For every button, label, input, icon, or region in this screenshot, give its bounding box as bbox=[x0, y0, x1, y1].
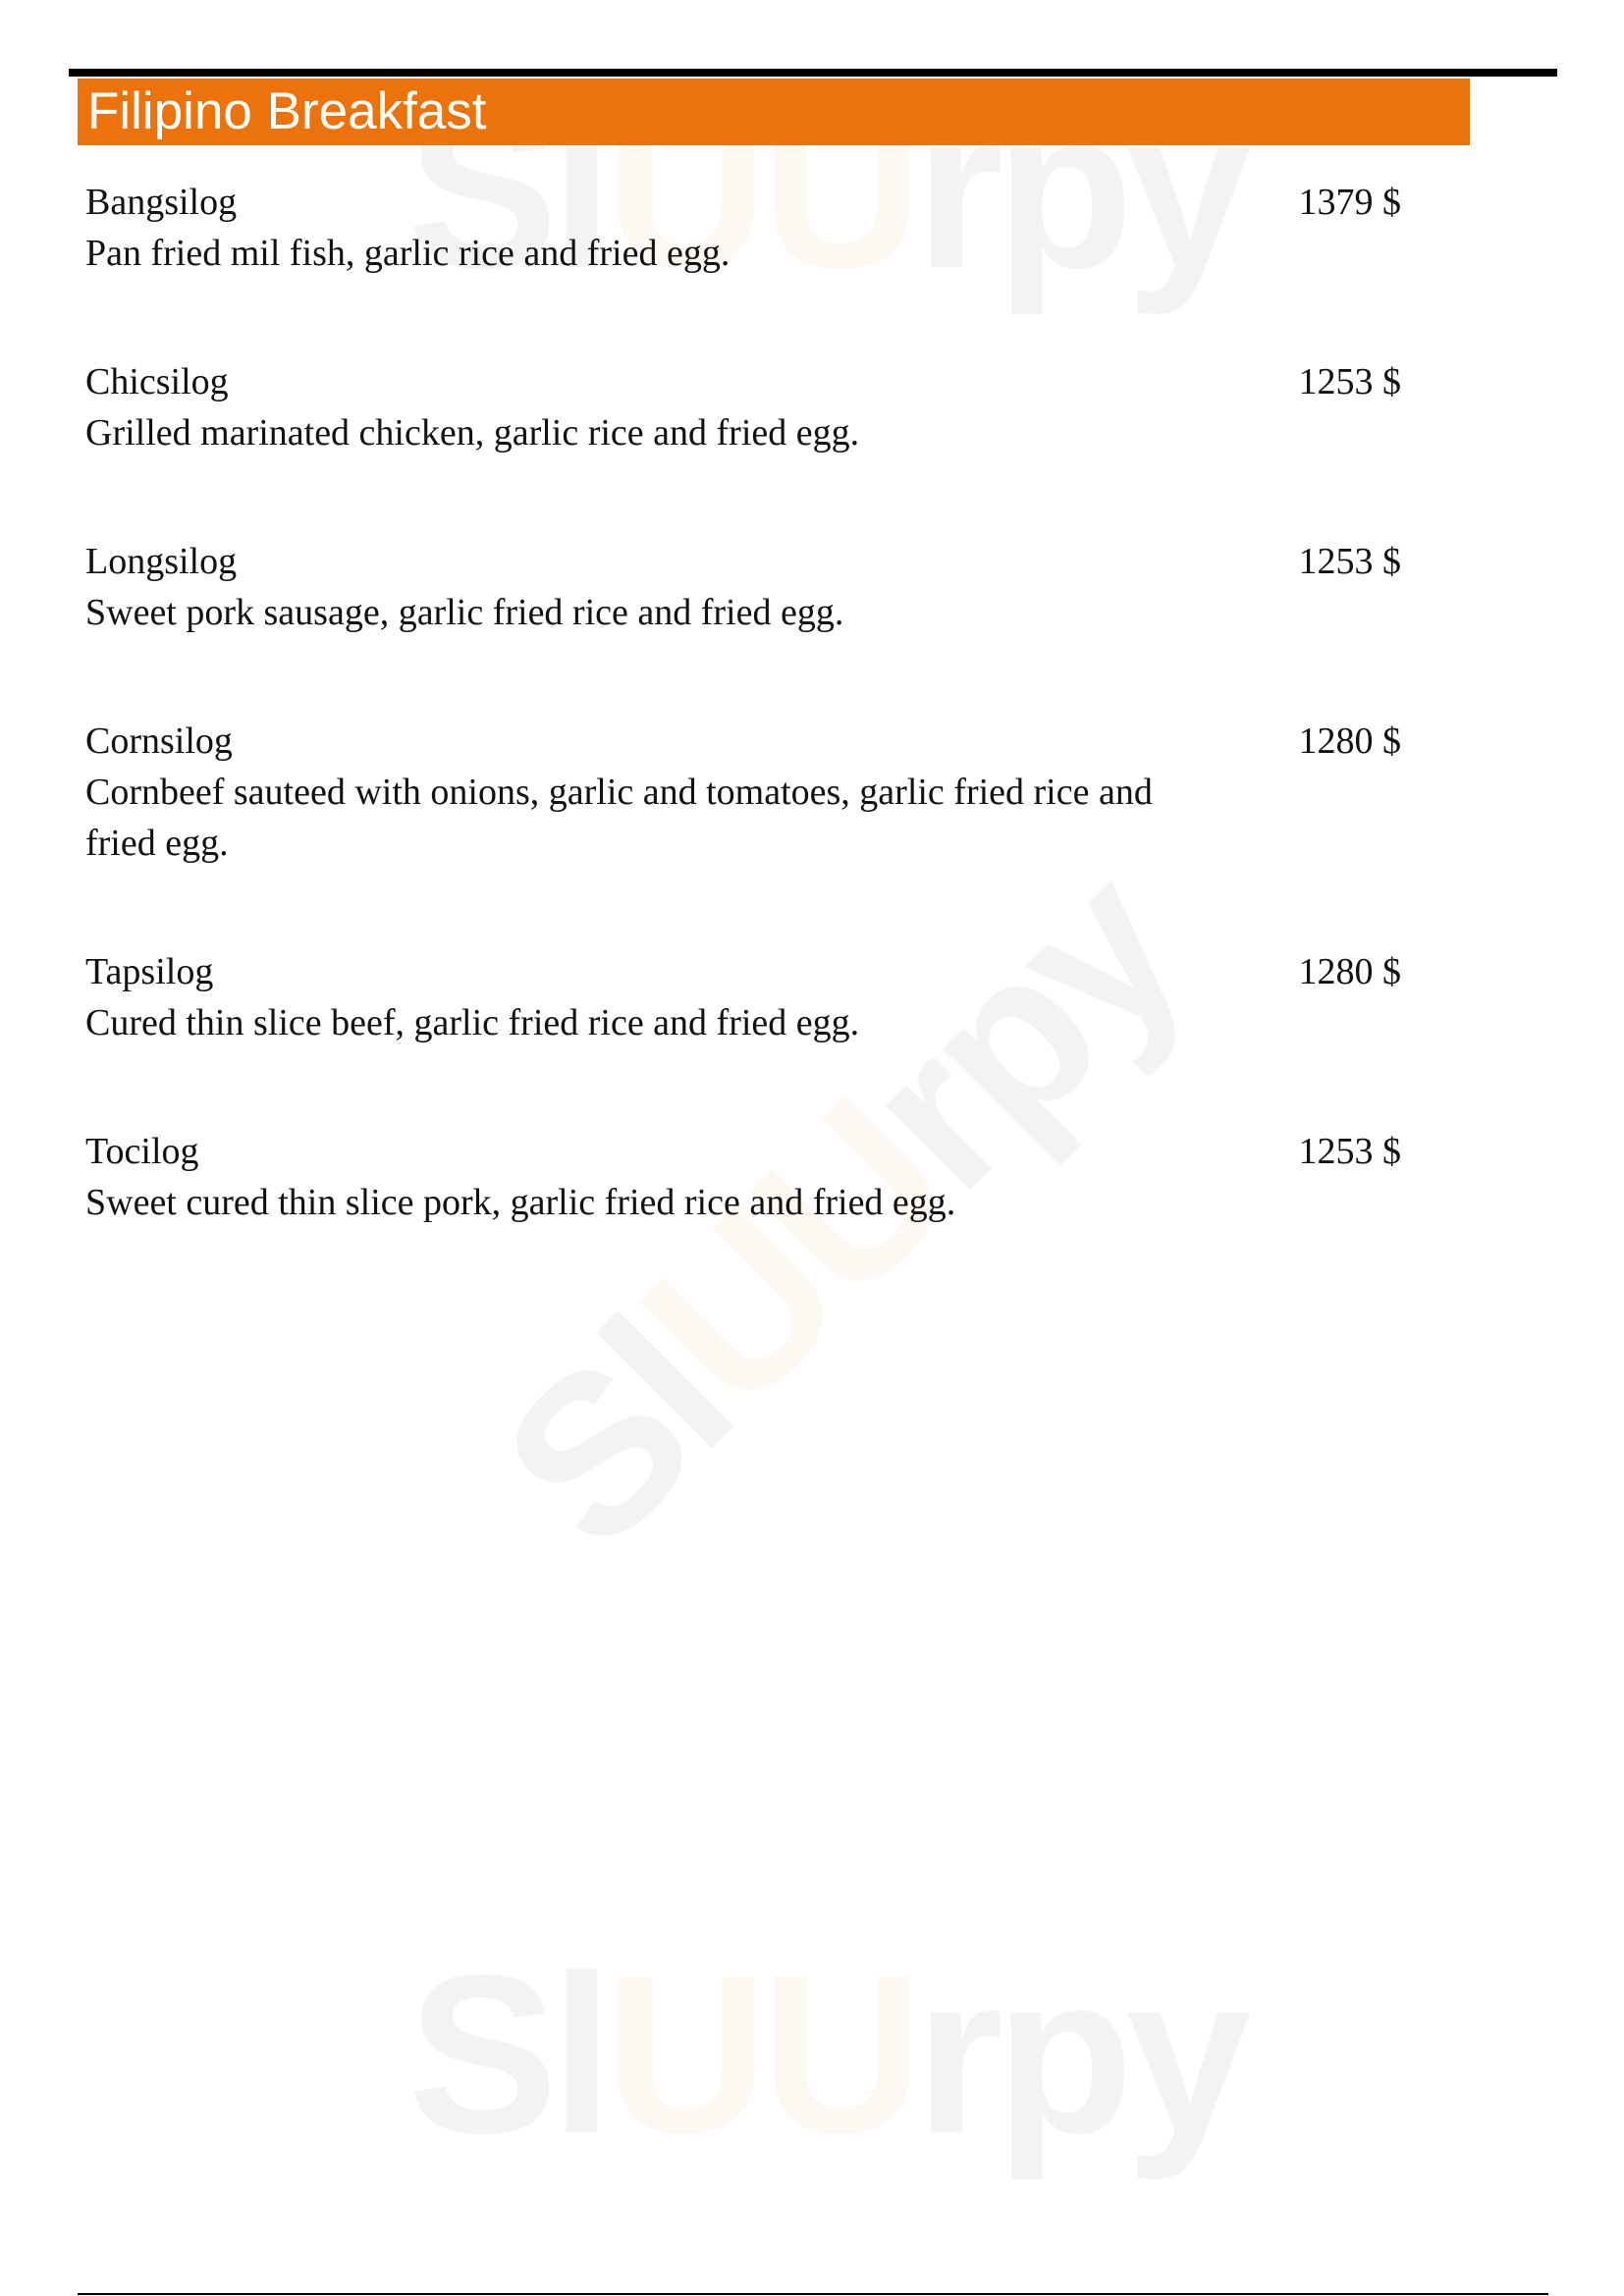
watermark-text-accent bbox=[605, 1928, 915, 2180]
menu-item bbox=[85, 536, 1401, 638]
item-description: Grilled marinated chicken, garlic rice and fried egg. bbox=[85, 412, 860, 454]
watermark-text-left bbox=[407, 1928, 605, 2180]
menu-item bbox=[85, 1126, 1401, 1228]
menu-item bbox=[85, 716, 1401, 869]
item-price: 1280 $ bbox=[1298, 951, 1401, 992]
item-description: Cornbeef sauteed with onions, garlic and tomatoes, garlic fried rice and fried egg. bbox=[85, 772, 1153, 864]
item-price: 1280 $ bbox=[1298, 721, 1401, 762]
section-header bbox=[78, 79, 1470, 145]
item-description: Sweet cured thin slice pork, garlic fried rice and fried egg. bbox=[85, 1182, 956, 1223]
item-name: Longsilog bbox=[85, 541, 238, 582]
bottom-divider bbox=[78, 2293, 1548, 2295]
item-price: 1379 $ bbox=[1298, 182, 1401, 223]
top-divider bbox=[69, 69, 1557, 77]
watermark-text-left bbox=[456, 1276, 774, 1594]
item-price: 1253 $ bbox=[1298, 541, 1401, 582]
menu-item bbox=[85, 946, 1401, 1048]
item-description: Sweet pork sausage, garlic fried rice and fried egg. bbox=[85, 592, 844, 633]
menu-list bbox=[85, 177, 1401, 1228]
watermark-text-right bbox=[916, 1928, 1244, 2180]
item-name: Tapsilog bbox=[85, 951, 214, 992]
item-name: Chicsilog bbox=[85, 361, 229, 402]
item-description: Pan fried mil fish, garlic rice and fried egg. bbox=[85, 233, 731, 274]
item-description: Cured thin slice beef, garlic fried rice and fried egg. bbox=[85, 1002, 860, 1043]
section-title: Filipino Breakfast bbox=[87, 82, 487, 140]
watermark-logo bbox=[407, 1924, 1243, 2184]
item-price: 1253 $ bbox=[1298, 1131, 1401, 1172]
item-name: Tocilog bbox=[85, 1131, 199, 1172]
item-name: Cornsilog bbox=[85, 721, 233, 762]
item-price: 1253 $ bbox=[1298, 361, 1401, 402]
menu-item bbox=[85, 356, 1401, 458]
item-name: Bangsilog bbox=[85, 182, 238, 223]
menu-item bbox=[85, 177, 1401, 279]
